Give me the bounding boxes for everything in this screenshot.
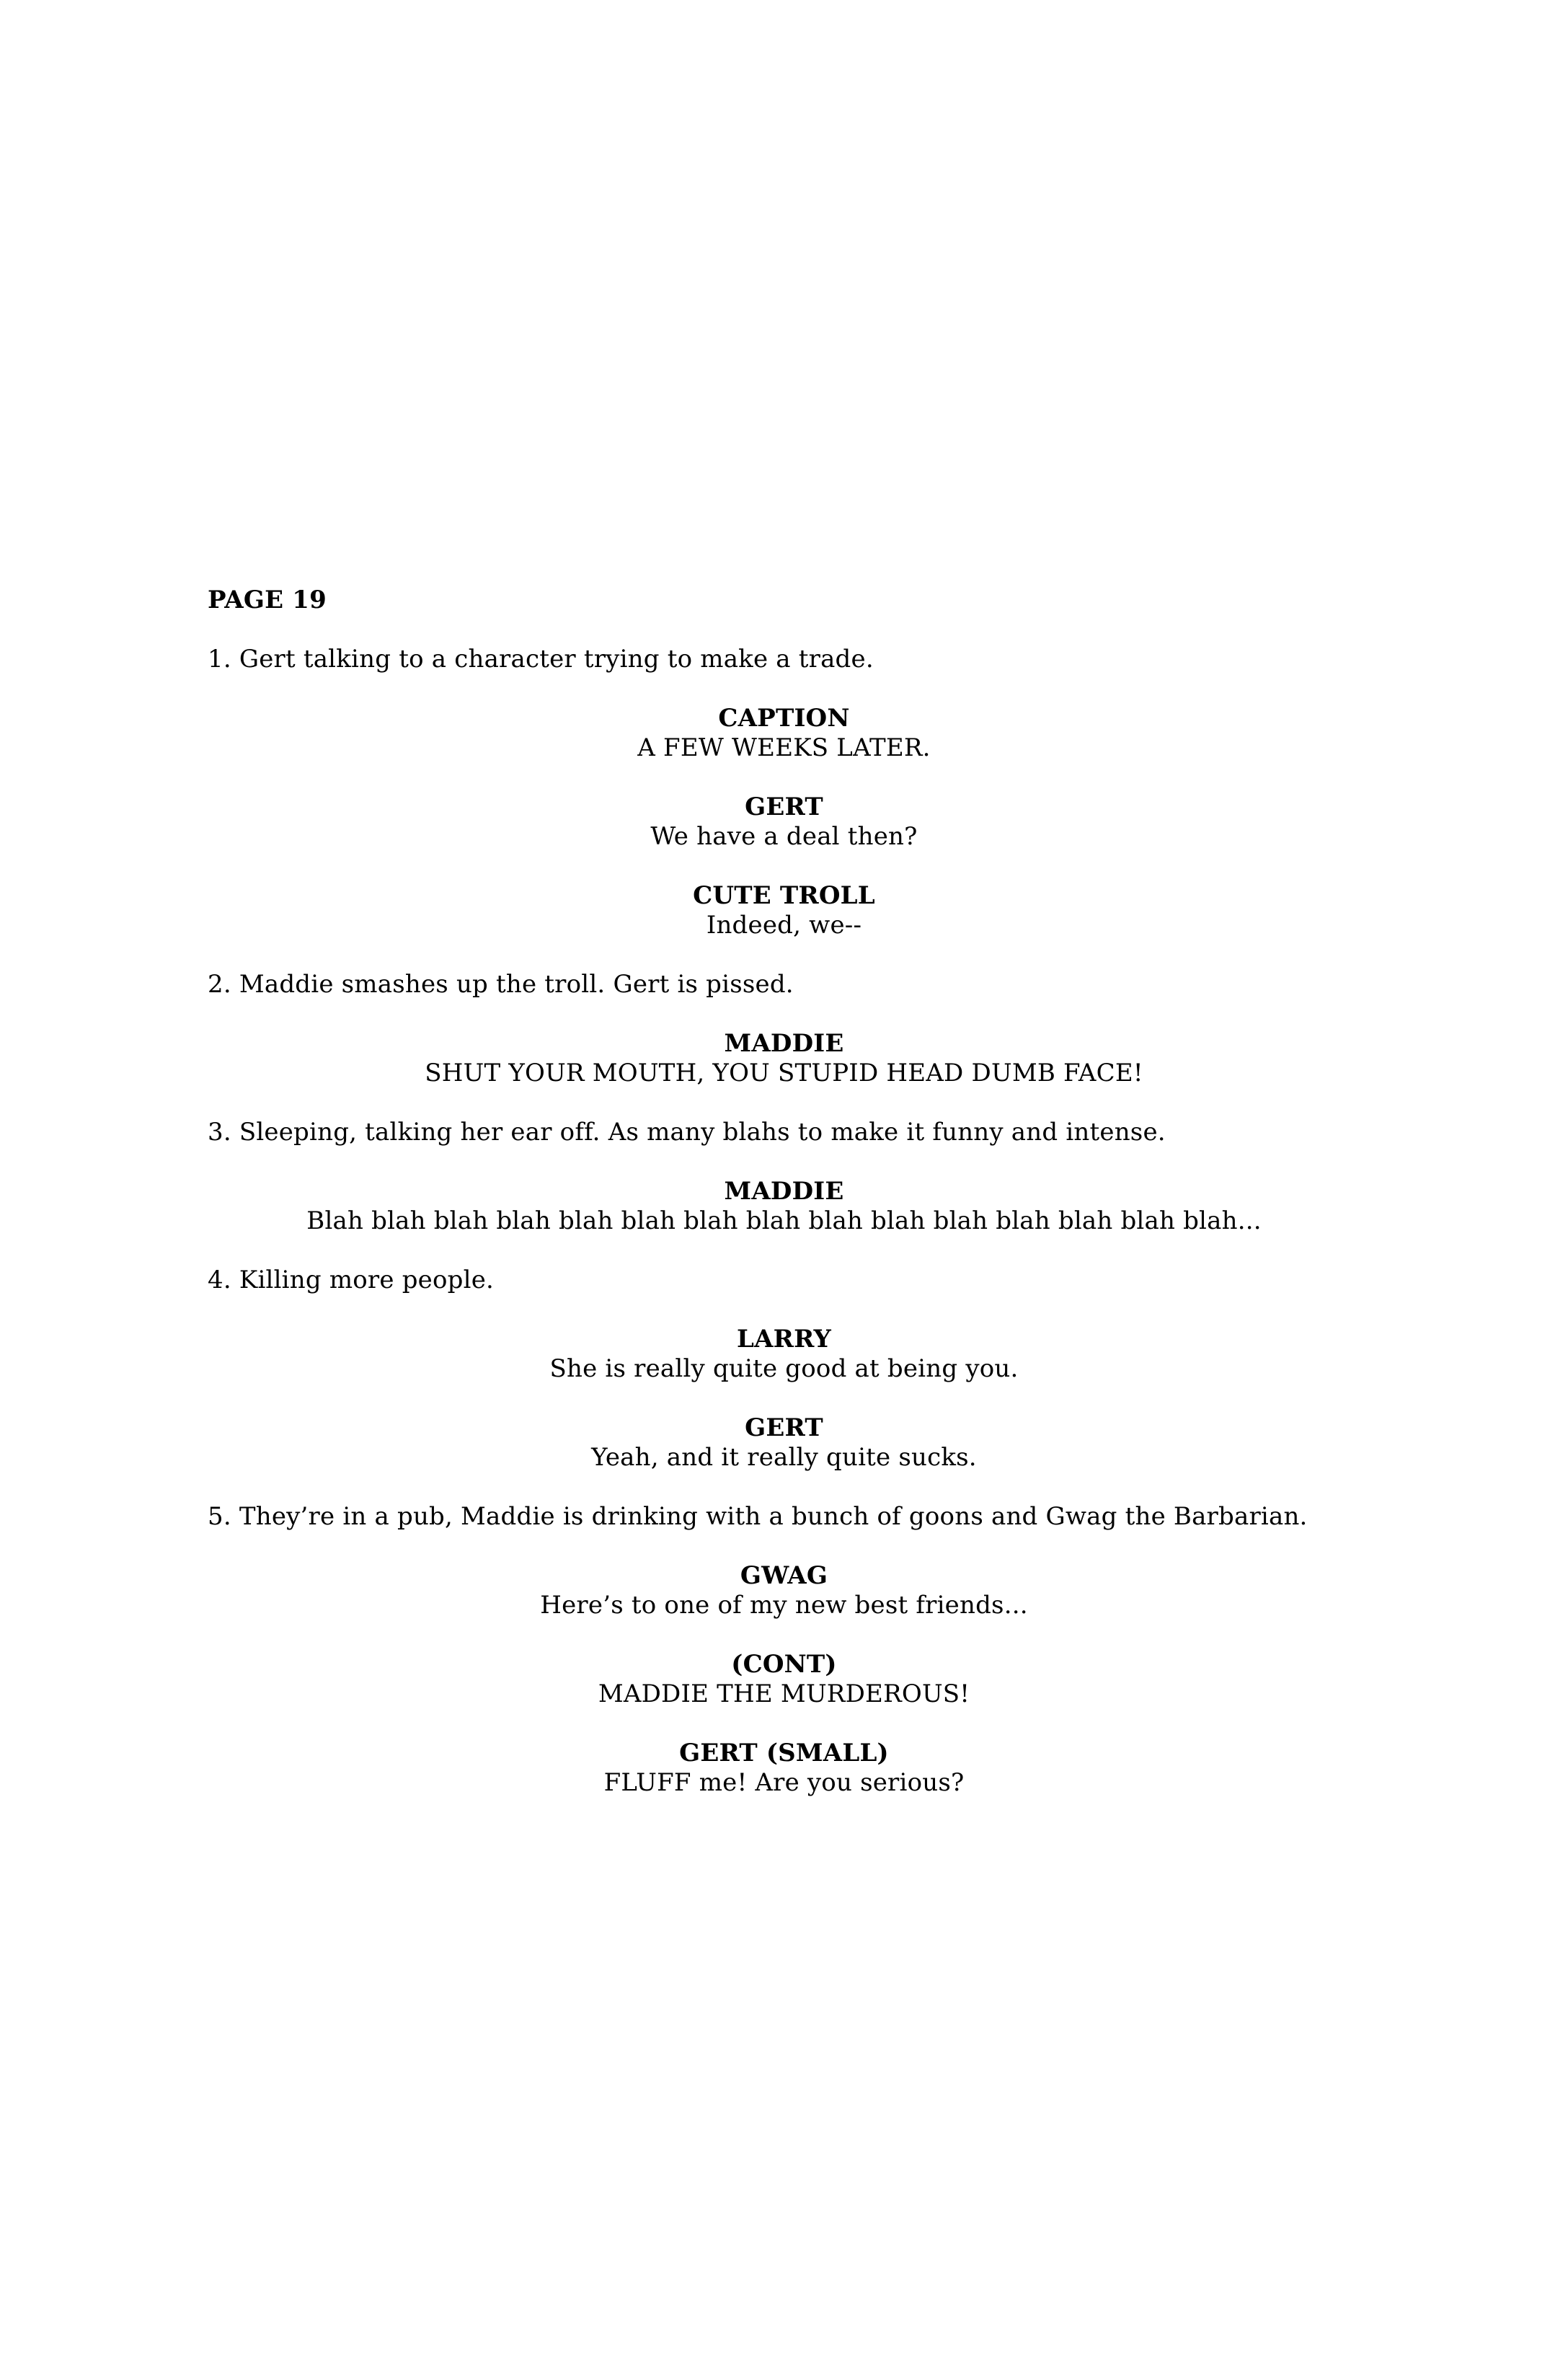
- dialogue-block: [208, 1739, 1360, 1798]
- dialogue-block: [208, 1650, 1360, 1709]
- dialogue-line: We have a deal then?: [650, 822, 918, 851]
- dialogue-line: FLUFF me! Are you serious?: [603, 1768, 965, 1797]
- panel-description: 5. They’re in a pub, Maddie is drinking with a bunch of goons and Gwag the Barbarian.: [208, 1502, 1308, 1531]
- script-body: [208, 645, 1360, 1798]
- dialogue-line: Here’s to one of my new best friends...: [540, 1591, 1028, 1620]
- panel-description: 2. Maddie smashes up the troll. Gert is pissed.: [208, 970, 794, 999]
- dialogue-block: [208, 1413, 1360, 1473]
- speaker-name: GERT (SMALL): [679, 1739, 889, 1767]
- speaker-name: CAPTION: [718, 704, 850, 733]
- page-heading: PAGE 19: [208, 586, 327, 614]
- speaker-name: GERT: [745, 1413, 823, 1442]
- dialogue-line: MADDIE THE MURDEROUS!: [598, 1679, 970, 1708]
- speaker-name: MADDIE: [724, 1177, 844, 1206]
- dialogue-line: Indeed, we--: [706, 911, 862, 940]
- speaker-name: GWAG: [740, 1561, 828, 1590]
- speaker-name: MADDIE: [724, 1029, 844, 1058]
- dialogue-line: A FEW WEEKS LATER.: [637, 733, 931, 762]
- speaker-name: (CONT): [731, 1650, 837, 1679]
- panel-description: 3. Sleeping, talking her ear off. As many blahs to make it funny and intense.: [208, 1118, 1166, 1147]
- speaker-name: CUTE TROLL: [693, 881, 875, 910]
- dialogue-block: [208, 1561, 1360, 1620]
- dialogue-line: She is really quite good at being you.: [549, 1354, 1019, 1383]
- panel-description: 4. Killing more people.: [208, 1266, 495, 1294]
- panel-description: 1. Gert talking to a character trying to make a trade.: [208, 645, 874, 674]
- dialogue-line: Yeah, and it really quite sucks.: [591, 1443, 977, 1472]
- dialogue-block: [208, 1325, 1360, 1384]
- dialogue-block: [208, 793, 1360, 852]
- dialogue-line: Blah blah blah blah blah blah blah blah blah blah blah blah blah blah blah...: [306, 1206, 1262, 1235]
- dialogue-block: [208, 1177, 1360, 1236]
- speaker-name: LARRY: [736, 1325, 832, 1354]
- dialogue-block: [208, 1029, 1360, 1088]
- dialogue-block: [208, 881, 1360, 940]
- dialogue-line: SHUT YOUR MOUTH, YOU STUPID HEAD DUMB FACE!: [425, 1059, 1143, 1087]
- speaker-name: GERT: [745, 793, 823, 821]
- dialogue-block: [208, 704, 1360, 763]
